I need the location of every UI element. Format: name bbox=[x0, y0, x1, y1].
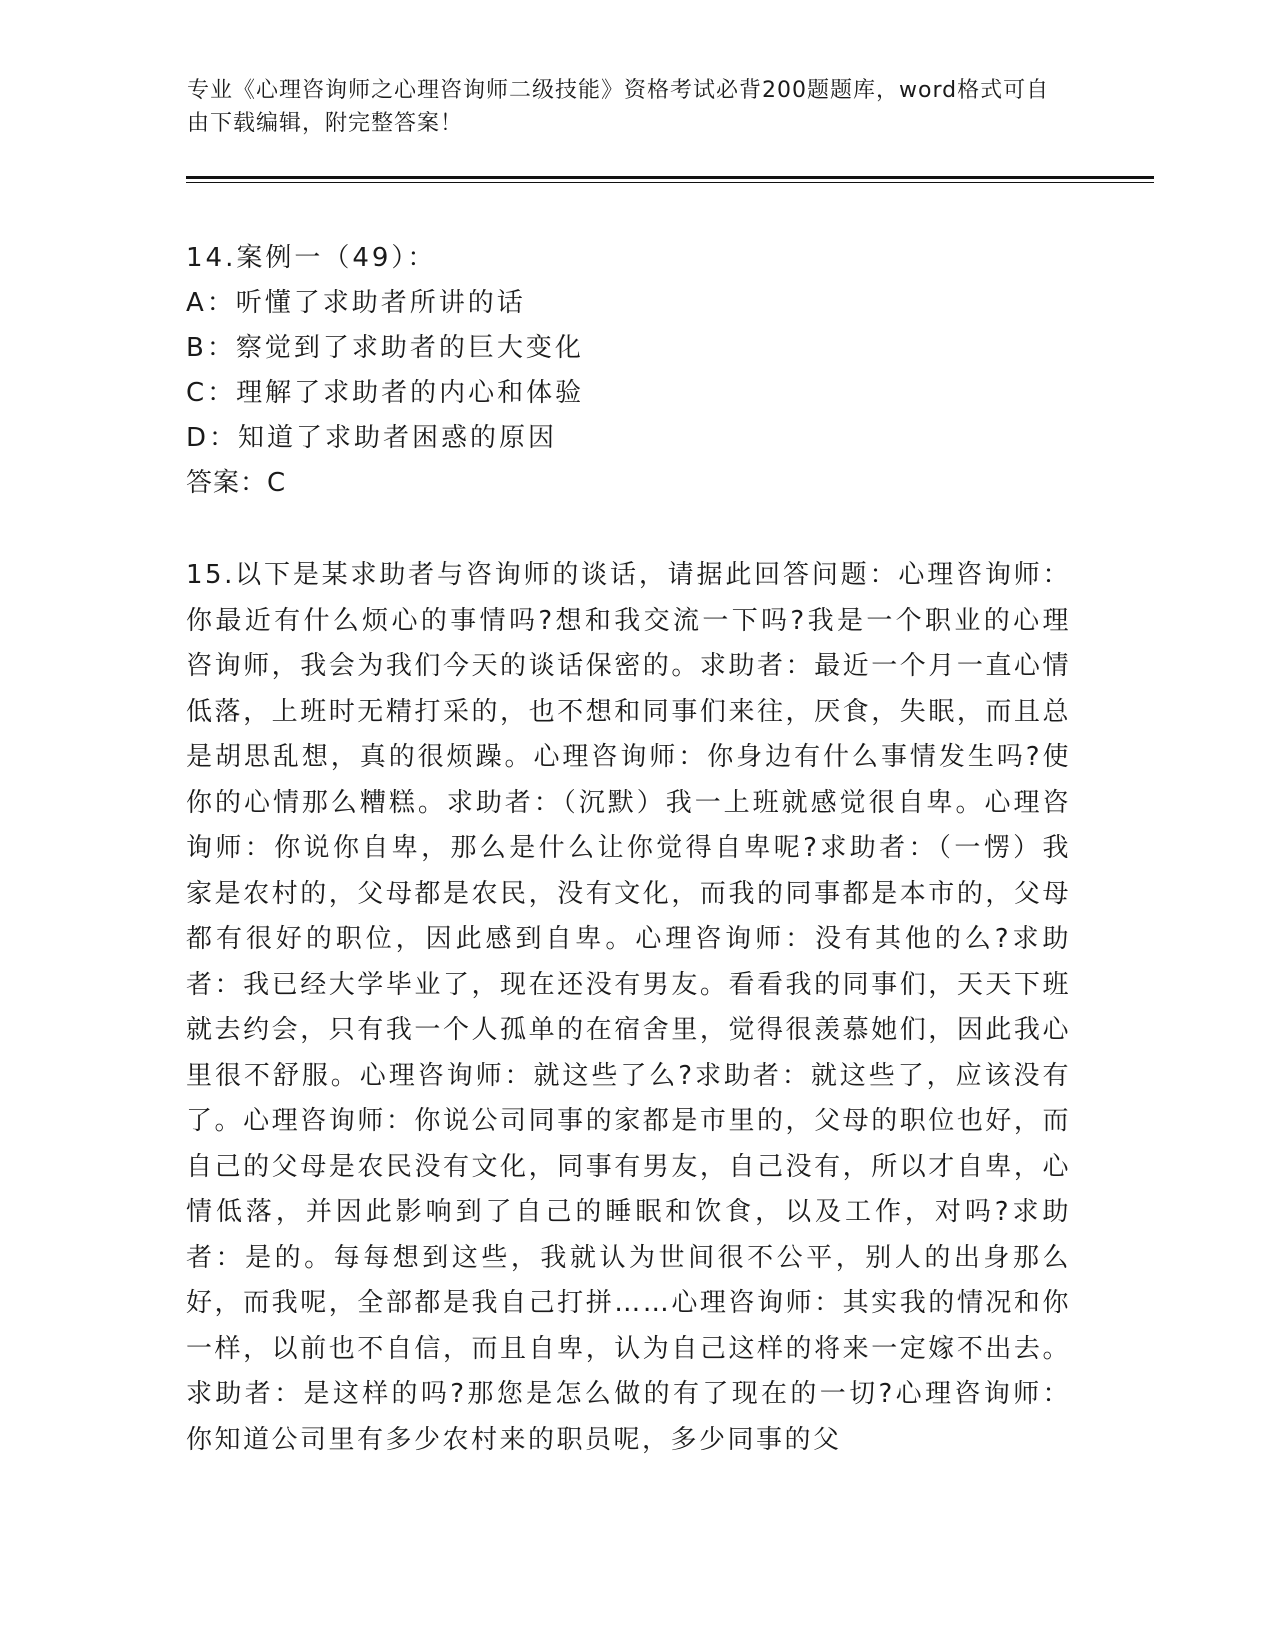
question-15 bbox=[186, 553, 1071, 1463]
option-b: B：察觉到了求助者的巨大变化 bbox=[186, 333, 584, 363]
option-a: A：听懂了求助者所讲的话 bbox=[186, 288, 526, 318]
option-d: D：知道了求助者困惑的原因 bbox=[186, 423, 558, 453]
question-14 bbox=[186, 236, 1086, 506]
option-c: C：理解了求助者的内心和体验 bbox=[186, 378, 585, 408]
answer-line: 答案：C bbox=[186, 468, 287, 498]
question-stem: 14.案例一（49）： bbox=[186, 243, 437, 273]
header-divider-thick bbox=[186, 176, 1154, 179]
question-15-text: 15.以下是某求助者与咨询师的谈话，请据此回答问题：心理咨询师：你最近有什么烦心的事情吗?想和我交流一下吗?我是一个职业的心理咨询师，我会为我们今天的谈话保密的。求助者：最近一个月一直心情低落，上班时无精打采的，也不想和同事们来往，厌食，失眠，而且总是胡思乱想，真的很烦躁。心理咨询师：你身边有什么事情发生吗?使你的心情那么糟糕。求助者：（沉默）我一上班就感觉很自卑。心理咨询师：你说你自卑，那么是什么让你觉得自卑呢?求助者：（一愣）我家是农村的，父母都是农民，没有文化，而我的同事都是本市的，父母都有很好的职位，因此感到自卑。心理咨询师：没有其他的么?求助者：我已经大学毕业了，现在还没有男友。看看我的同事们，天天下班就去约会，只有我一个人孤单的在宿舍里，觉得很羡慕她们，因此我心里很不舒服。心理咨询师：就这些了么?求助者：就这些了，应该没有了。心理咨询师：你说公司同事的家都是市里的，父母的职位也好，而自己的父母是农民没有文化，同事有男友，自己没有，所以才自卑，心情低落，并因此影响到了自己的睡眠和饮食，以及工作，对吗?求助者：是的。每每想到这些，我就认为世间很不公平，别人的出身那么好，而我呢，全部都是我自己打拼……心理咨询师：其实我的情况和你一样，以前也不自信，而且自卑，认为自己这样的将来一定嫁不出去。求助者：是这样的吗?那您是怎么做的有了现在的一切?心理咨询师：你知道公司里有多少农村来的职员呢，多少同事的父 bbox=[186, 560, 1071, 1455]
header-title: 专业《心理咨询师之心理咨询师二级技能》资格考试必背200题题库，word格式可自由下载编辑，附完整答案！ bbox=[187, 78, 1050, 136]
document-header bbox=[187, 74, 1067, 140]
header-divider-thin bbox=[186, 182, 1154, 183]
